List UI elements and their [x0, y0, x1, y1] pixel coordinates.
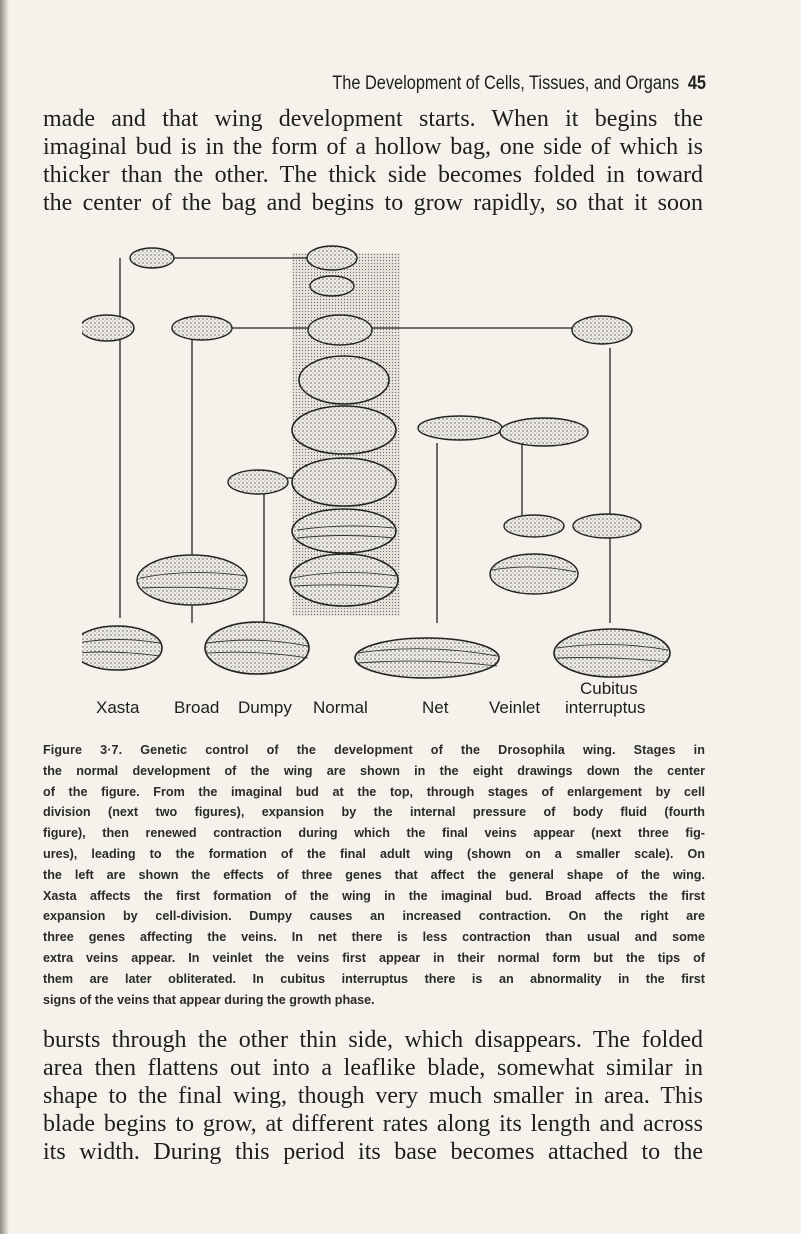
label-normal: Normal [313, 698, 368, 717]
drosophila-wing-figure [82, 238, 682, 698]
text-line: imaginal bud is in the form of a hollow bag, one side of which is [43, 134, 703, 160]
body-paragraph-bottom [43, 1026, 703, 1166]
caption-line: figure), then renewed contraction during which the final veins appear (next three fig- [43, 826, 705, 841]
caption-line: three genes affecting the veins. In net there is less contraction than usual and some [43, 930, 705, 945]
label-broad: Broad [174, 698, 220, 717]
wing-labels [0, 674, 801, 734]
label-dumpy: Dumpy [238, 698, 292, 717]
caption-line: Xasta affects the first formation of the wing in the imaginal bud. Broad affects the first [43, 888, 705, 903]
running-head [99, 73, 706, 95]
text-line: area then flattens out into a leaflike blade, somewhat similar in [43, 1055, 703, 1081]
text-line: its width. During this period its base becomes attached to the [43, 1139, 703, 1165]
adult-wings [82, 622, 670, 678]
text-line: shape to the final wing, though very much smaller in area. This [43, 1083, 703, 1109]
text-line: bursts through the other thin side, which disappears. The folded [43, 1027, 703, 1053]
body-paragraph-top [43, 105, 703, 217]
text-line: thicker than the other. The thick side becomes folded in toward [43, 162, 703, 188]
caption-line: of the figure. From the imaginal bud at the top, through stages of enlargement by cell [43, 784, 705, 799]
caption-line: the normal development of the wing are shown in the eight drawings down the center [43, 763, 705, 778]
caption-line: Figure 3·7. Genetic control of the development of the Drosophila wing. Stages in [43, 743, 705, 757]
label-interruptus: interruptus [565, 698, 646, 717]
text-line: the center of the bag and begins to grow rapidly, so that it soon [43, 190, 703, 216]
running-title: The Development of Cells, Tissues, and Organs [332, 73, 680, 94]
label-cubitus: Cubitus [580, 679, 638, 698]
label-veinlet: Veinlet [489, 698, 541, 717]
caption-line: signs of the veins that appear during the growth phase. [43, 992, 375, 1007]
figure-caption [43, 740, 705, 1010]
page-binding-edge [0, 0, 9, 1234]
text-line: made and that wing development starts. When it begins the [43, 106, 703, 132]
caption-line: division (next two figures), expansion by the internal pressure of body fluid (fourth [43, 805, 705, 820]
normal-wing-series [290, 356, 398, 606]
caption-line: them are later obliterated. In cubitus interruptus there is an abnormality in the first [43, 971, 705, 986]
label-xasta: Xasta [96, 698, 140, 717]
label-net: Net [422, 698, 449, 717]
text-line: blade begins to grow, at different rates along its length and across [43, 1111, 703, 1137]
wing-development-diagram [82, 238, 682, 698]
caption-line: expansion by cell-division. Dumpy causes an increased contraction. On the right are [43, 909, 705, 924]
caption-line: the left are shown the effects of three genes that affect the general shape of the wing. [43, 867, 705, 882]
caption-line: extra veins appear. In veinlet the veins first appear in their normal form but the tips of [43, 950, 705, 965]
caption-line: ures), leading to the formation of the final adult wing (shown on a smaller scale). On [43, 846, 705, 861]
page-number: 45 [687, 73, 706, 94]
